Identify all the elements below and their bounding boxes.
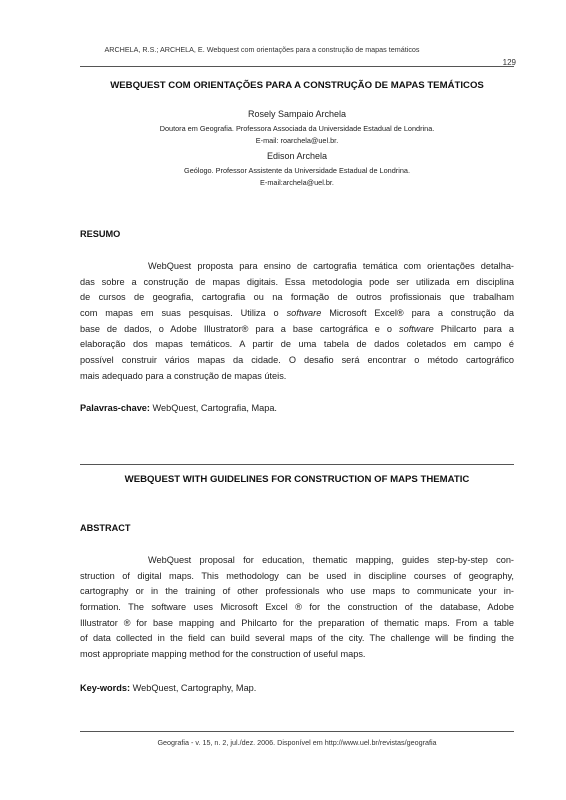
abstract-heading: ABSTRACT xyxy=(80,523,131,533)
resumo-line: mais adequado para a construção de mapas úteis. xyxy=(80,370,287,381)
resumo-keywords-value: WebQuest, Cartografia, Mapa. xyxy=(152,403,277,413)
article-title-en: WEBQUEST WITH GUIDELINES FOR CONSTRUCTION OF MAPS THEMATIC xyxy=(124,474,470,485)
abstract-line: WebQuest proposal for education, thematic mapping, guides step-by-step con- xyxy=(148,555,514,565)
resumo-keywords xyxy=(80,403,514,413)
footer-citation: Geografia - v. 15, n. 2, jul./dez. 2006. Disponível em http://www.uel.br/revistas/geografia xyxy=(157,738,437,747)
author-name-1: Rosely Sampaio Archela xyxy=(247,109,347,119)
author-affiliation-2: Geólogo. Professor Assistente da Universidade Estadual de Londrina. xyxy=(184,166,410,175)
resumo-line: WebQuest proposta para ensino de cartografia temática com orientações detalha- xyxy=(148,261,514,271)
resumo-body xyxy=(80,259,514,385)
abstract-keywords-label: Key-words: xyxy=(80,683,131,693)
abstract-line: of data collected in the field can build several maps of the city. The challenge will be finding the xyxy=(80,633,514,644)
resumo-line: das sobre a construção de mapas digitais. Essa metodologia pode ser utilizada em disciplina xyxy=(80,276,514,287)
header-rule xyxy=(80,66,514,67)
abstract-line: formation. The software uses Microsoft Excel ® for the construction of the database, Adobe xyxy=(80,602,514,613)
page-number: 129 xyxy=(502,58,516,67)
article-title-pt: WEBQUEST COM ORIENTAÇÕES PARA A CONSTRUÇÃO DE MAPAS TEMÁTICOS xyxy=(110,80,484,91)
author-name-2: Edison Archela xyxy=(266,151,328,161)
abstract-body xyxy=(80,553,514,663)
resumo-line: base de dados, o Adobe Illustrator® para a base cartográfica e o software Philcarto para a xyxy=(80,323,514,334)
abstract-keywords xyxy=(80,683,514,693)
author-email-2: E-mail:archela@uel.br. xyxy=(260,178,334,187)
abstract-line: struction of digital maps. This methodology can be used in discipline courses of geography, xyxy=(80,570,514,581)
abstract-line: cartography or in the training of other professionals who use maps to communicate your in- xyxy=(80,586,514,597)
abstract-line: most appropriate mapping method for the construction of useful maps. xyxy=(80,649,366,660)
abstract-keywords-value: WebQuest, Cartography, Map. xyxy=(132,683,257,693)
resumo-line: possível construir vários mapas da cidade. O desafio será encontrar o método cartográfico xyxy=(80,355,514,366)
running-head: ARCHELA, R.S.; ARCHELA, E. Webquest com orientações para a construção de mapas temáticos xyxy=(104,45,420,54)
resumo-line: de cursos de geografia, cartografia ou na formação de outros profissionais que trabalham xyxy=(80,292,514,303)
abstract-line: Illustrator ® for base mapping and Philcarto for the preparation of thematic maps. From a table xyxy=(80,617,514,628)
resumo-line: elaboração dos mapas temáticos. A partir de uma tabela de dados coletados em campo é xyxy=(80,339,514,350)
resumo-heading: RESUMO xyxy=(80,229,121,239)
resumo-keywords-label: Palavras-chave: xyxy=(80,403,150,413)
author-affiliation-1: Doutora em Geografia. Professora Associada da Universidade Estadual de Londrina. xyxy=(159,124,435,133)
author-email-1: E-mail: roarchela@uel.br. xyxy=(255,136,339,145)
footer-rule xyxy=(80,731,514,732)
resumo-line: com mapas em suas pesquisas. Utiliza o software Microsoft Excel® para a construção da xyxy=(80,308,514,319)
section-rule xyxy=(80,464,514,465)
